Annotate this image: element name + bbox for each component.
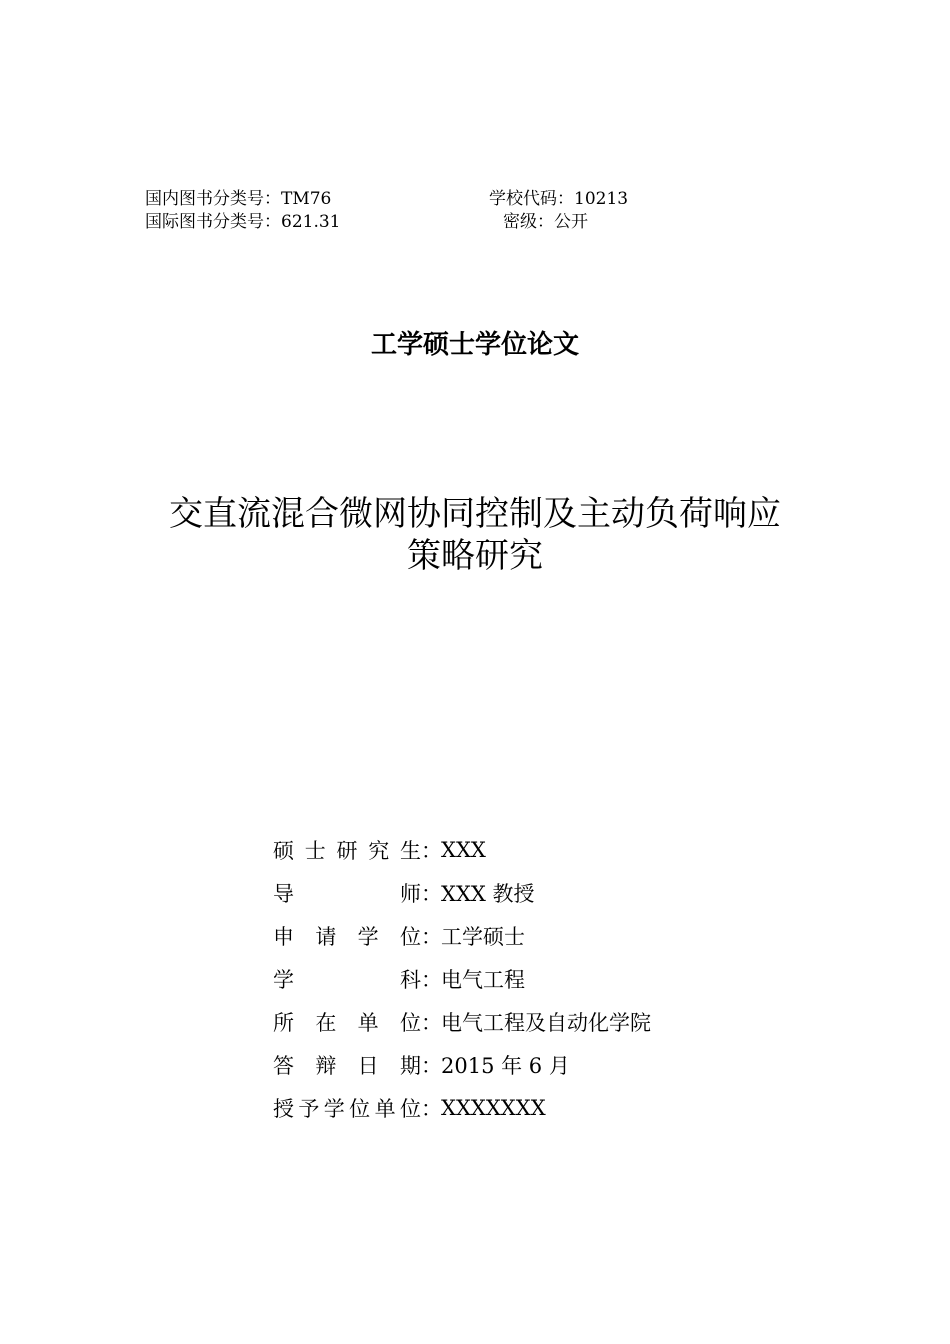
- info-label-char: 士: [304, 839, 326, 863]
- degree-type-heading: 工学硕士学位论文: [370, 330, 579, 360]
- info-value: XXXXXXX: [441, 1096, 546, 1120]
- info-row-granting-unit: [273, 1093, 546, 1123]
- thesis-title: [0, 493, 950, 577]
- info-label-char: 研: [336, 839, 358, 863]
- info-label: [273, 964, 421, 994]
- info-label-char: 位: [399, 925, 421, 949]
- info-label-char: 日: [357, 1054, 379, 1078]
- info-colon: ：: [421, 882, 442, 906]
- info-label-char: 期: [399, 1054, 421, 1078]
- info-label-char: 学: [323, 1097, 345, 1121]
- info-label-char: 究: [368, 839, 390, 863]
- info-row-student: [273, 835, 486, 865]
- secrecy-level: 密级：公开: [503, 212, 588, 232]
- info-label-char: 予: [298, 1097, 320, 1121]
- info-row-advisor: [273, 878, 535, 908]
- info-colon: ：: [421, 839, 442, 863]
- info-label-char: 在: [315, 1011, 337, 1035]
- info-label-char: 辩: [315, 1054, 337, 1078]
- info-label-char: 导: [273, 882, 294, 906]
- info-row-affiliation: [273, 1007, 651, 1037]
- info-value: 2015 年 6 月: [441, 1054, 570, 1078]
- info-label: [273, 921, 421, 951]
- info-label-char: 科: [400, 968, 421, 992]
- info-label: [273, 1093, 421, 1123]
- info-row-defense-date: [273, 1050, 570, 1080]
- info-label: [273, 1007, 421, 1037]
- info-label-char: 单: [357, 1011, 379, 1035]
- info-label: [273, 835, 421, 865]
- info-label-char: 位: [399, 1097, 421, 1121]
- info-label-char: 学: [273, 968, 294, 992]
- info-colon: ：: [421, 1054, 442, 1078]
- info-value: 电气工程及自动化学院: [441, 1011, 651, 1035]
- info-label-char: 生: [400, 839, 421, 863]
- info-colon: ：: [421, 1097, 442, 1121]
- info-label-char: 位: [349, 1097, 371, 1121]
- info-colon: ：: [421, 925, 442, 949]
- info-label-char: 硕: [273, 839, 294, 863]
- info-row-discipline: [273, 964, 525, 994]
- info-row-degree: [273, 921, 525, 951]
- info-value: XXX: [441, 838, 486, 862]
- info-label-char: 所: [273, 1011, 294, 1035]
- info-label-char: 申: [273, 925, 294, 949]
- info-label: [273, 1050, 421, 1080]
- info-colon: ：: [421, 968, 442, 992]
- info-value: XXX 教授: [441, 882, 535, 906]
- info-value: 电气工程: [441, 968, 525, 992]
- thesis-title-line-1: 交直流混合微网协同控制及主动负荷响应: [169, 494, 781, 534]
- info-colon: ：: [421, 1011, 442, 1035]
- info-label-char: 学: [357, 925, 379, 949]
- info-label-char: 请: [315, 925, 337, 949]
- info-label-char: 授: [273, 1097, 294, 1121]
- thesis-title-line-2: 策略研究: [407, 536, 543, 576]
- domestic-classification: 国内图书分类号：TM76: [145, 189, 332, 209]
- info-label-char: 位: [399, 1011, 421, 1035]
- school-code: 学校代码：10213: [489, 189, 629, 209]
- info-label-char: 单: [374, 1097, 396, 1121]
- info-value: 工学硕士: [441, 925, 525, 949]
- info-label: [273, 878, 421, 908]
- info-label-char: 师: [400, 882, 421, 906]
- info-label-char: 答: [273, 1054, 294, 1078]
- international-classification: 国际图书分类号：621.31: [145, 212, 341, 232]
